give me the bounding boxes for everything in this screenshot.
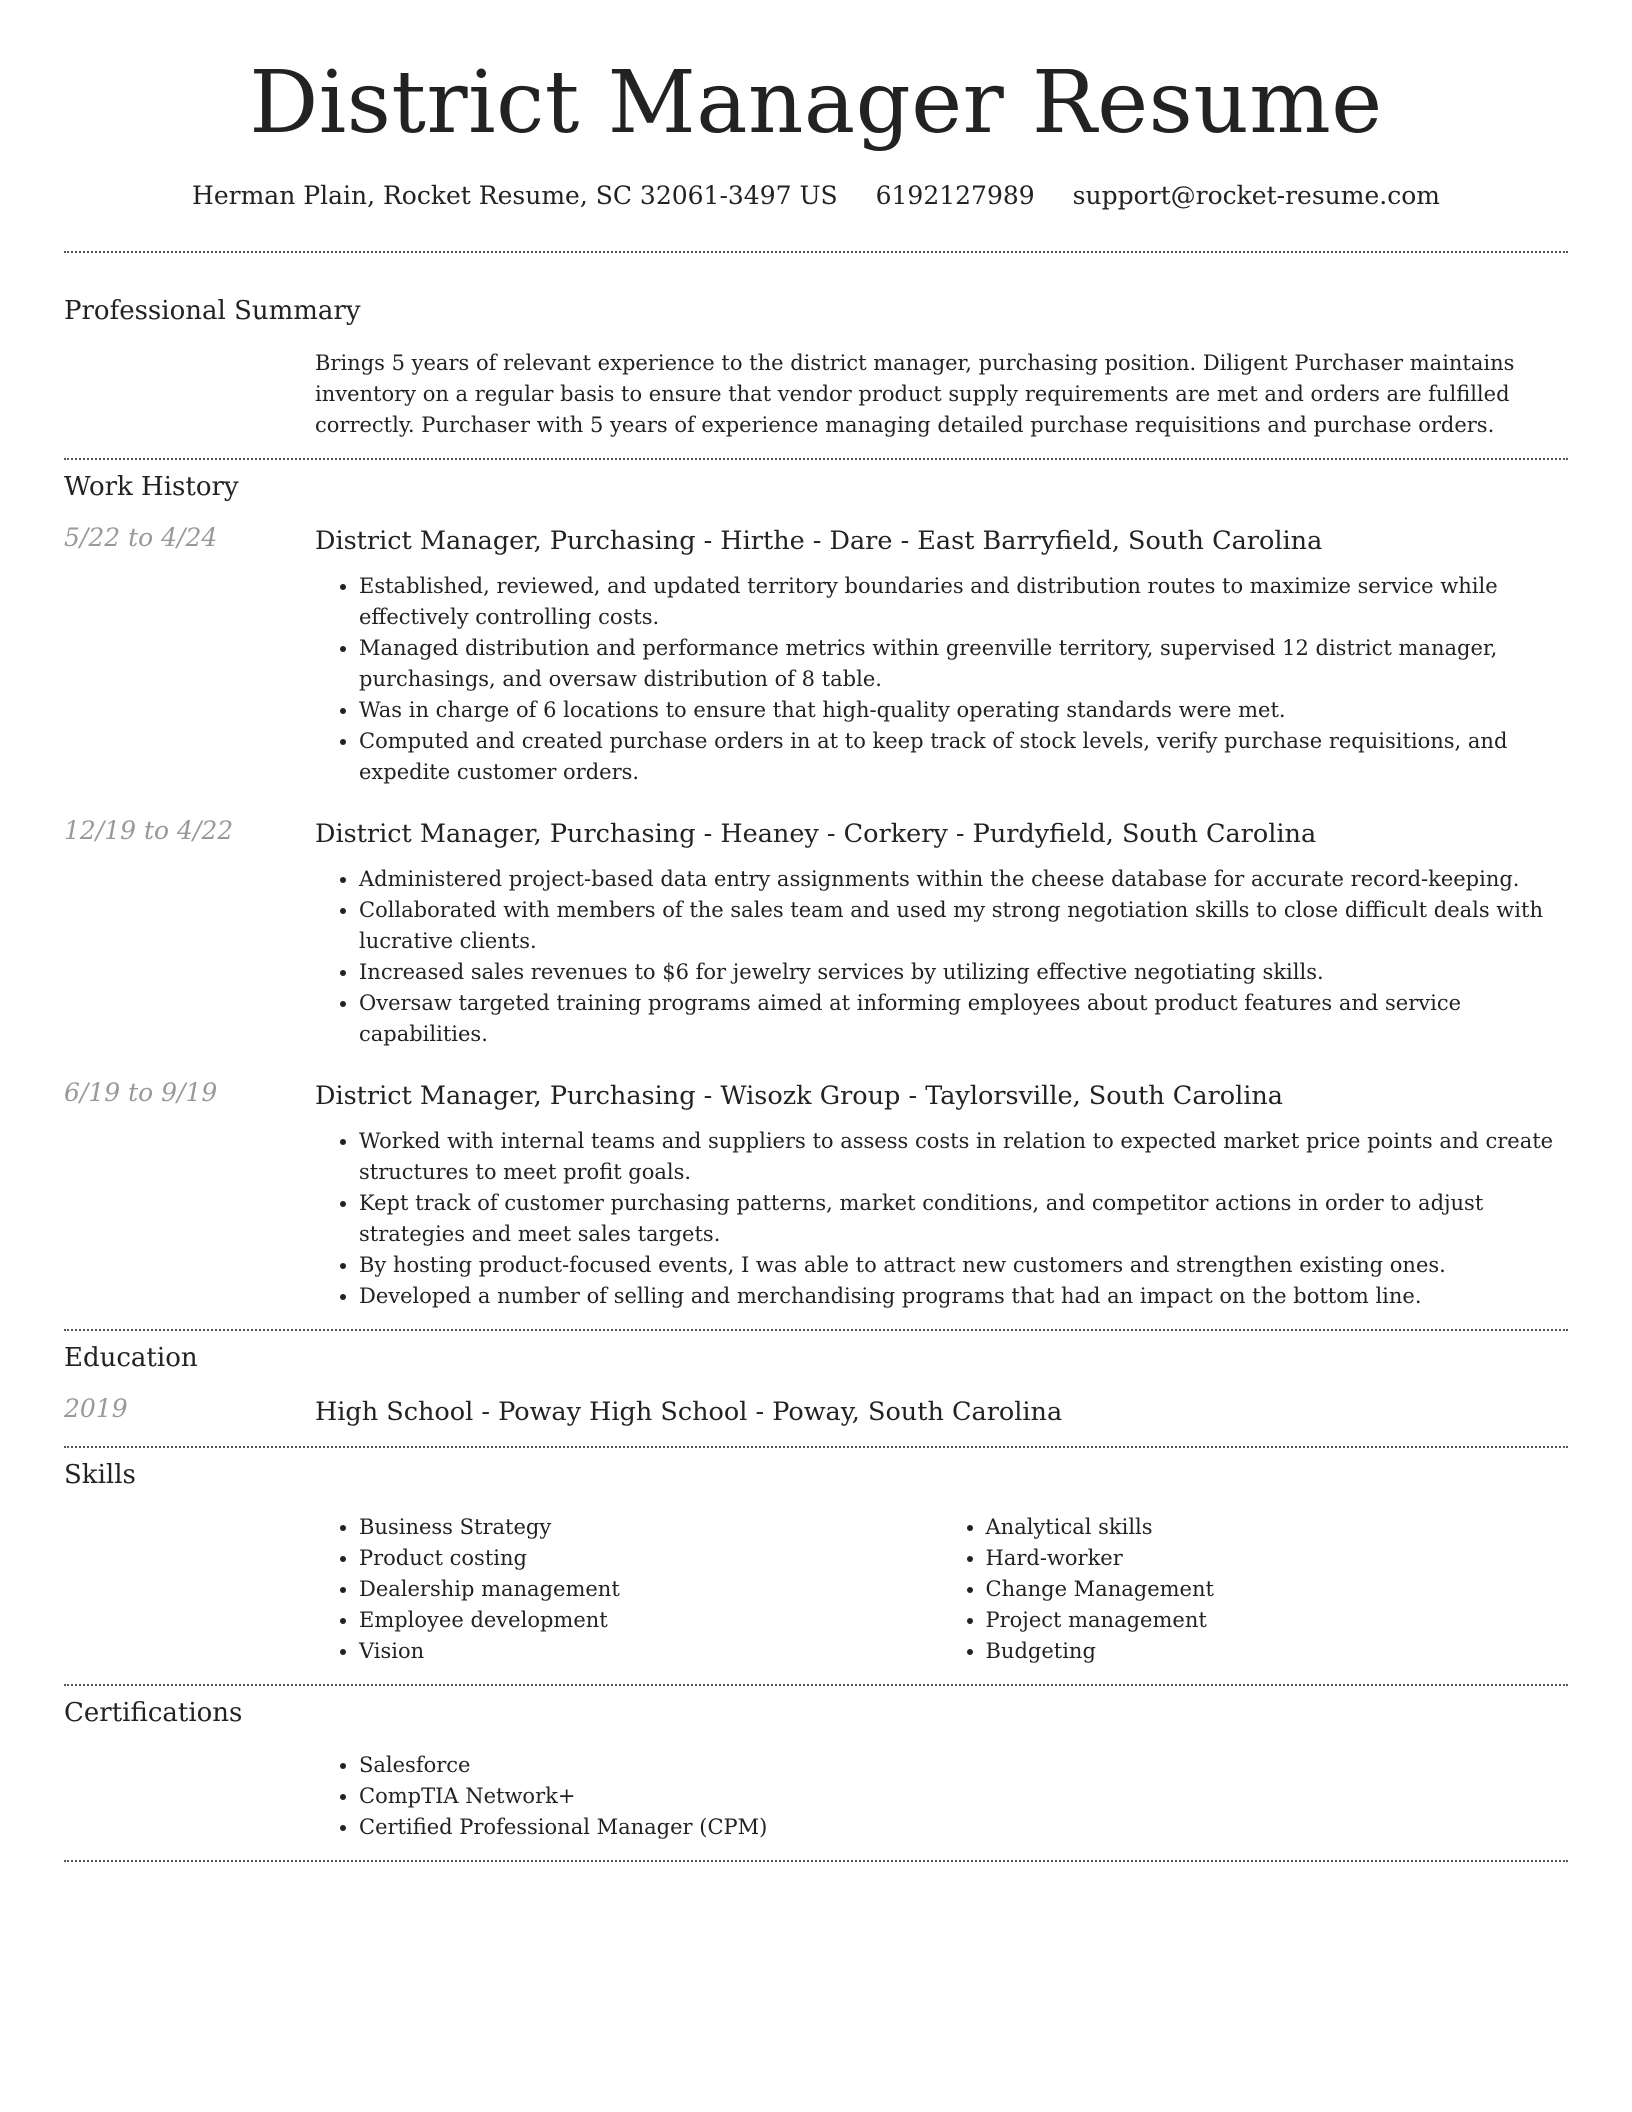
skill-item: • Employee development (359, 1605, 942, 1636)
divider (64, 1329, 1568, 1331)
certification-item: • CompTIA Network+ (359, 1781, 1568, 1812)
skill-item: • Change Management (986, 1574, 1569, 1605)
section-title-certifications: Certifications (64, 1698, 243, 1729)
job-dates: 12/19 to 4/22 (64, 816, 234, 846)
certification-item: • Certified Professional Manager (CPM) (359, 1812, 1568, 1843)
skills-column-left (315, 1512, 942, 1667)
job-bullet: • Increased sales revenues to $6 for jewelry services by utilizing effective negotiating skills. (359, 957, 1568, 988)
job-bullet: • Worked with internal teams and suppliers to assess costs in relation to expected market price points and create structures to meet profit goals. (359, 1126, 1568, 1188)
job-bullet: • Administered project-based data entry assignments within the cheese database for accurate record-keeping. (359, 864, 1568, 895)
skill-item: • Hard-worker (986, 1543, 1569, 1574)
job-title: District Manager, Purchasing - Heaney - Corkery - Purdyfield, South Carolina (315, 819, 1317, 850)
skill-item: • Analytical skills (986, 1512, 1569, 1543)
contact-address: Herman Plain, Rocket Resume, SC 32061-3497 US (192, 181, 838, 211)
job-bullet: • Established, reviewed, and updated territory boundaries and distribution routes to maximize service while effectively controlling costs. (359, 571, 1568, 633)
job-bullet: • Developed a number of selling and merchandising programs that had an impact on the bottom line. (359, 1281, 1568, 1312)
resume-page (64, 0, 1568, 1862)
skills-list (315, 1512, 1568, 1667)
skill-item: • Business Strategy (359, 1512, 942, 1543)
skill-item: • Dealership management (359, 1574, 942, 1605)
skill-item: • Budgeting (986, 1636, 1569, 1667)
divider (64, 1446, 1568, 1448)
contact-line (64, 181, 1568, 210)
section-title-education: Education (64, 1343, 198, 1374)
job-bullet: • By hosting product-focused events, I was able to attract new customers and strengthen existing ones. (359, 1250, 1568, 1281)
job-entry (64, 816, 1568, 1050)
divider (64, 1684, 1568, 1686)
job-dates: 6/19 to 9/19 (64, 1078, 218, 1108)
divider (64, 251, 1568, 253)
job-bullet: • Computed and created purchase orders in at to keep track of stock levels, verify purchase requisitions, and expedite customer orders. (359, 726, 1568, 788)
job-bullets (315, 864, 1568, 1050)
job-bullet: • Managed distribution and performance metrics within greenville territory, supervised 12 district manager, purchasings, and oversaw distribution of 8 table. (359, 633, 1568, 695)
education-year: 2019 (64, 1394, 128, 1424)
education-entry (64, 1394, 1568, 1430)
job-entry (64, 1078, 1568, 1312)
job-entry (64, 523, 1568, 788)
education-title: High School - Poway High School - Poway, South Carolina (315, 1397, 1063, 1428)
section-title-skills: Skills (64, 1460, 136, 1491)
skill-item: • Vision (359, 1636, 942, 1667)
job-bullet: • Oversaw targeted training programs aimed at informing employees about product features and service capabilities. (359, 988, 1568, 1050)
job-bullets (315, 571, 1568, 788)
job-dates: 5/22 to 4/24 (64, 523, 218, 553)
job-bullet: • Was in charge of 6 locations to ensure that high-quality operating standards were met. (359, 695, 1568, 726)
section-title-summary: Professional Summary (64, 296, 361, 327)
skill-item: • Product costing (359, 1543, 942, 1574)
resume-title: District Manager Resume (249, 53, 1383, 153)
job-title: District Manager, Purchasing - Hirthe - Dare - East Barryfield, South Carolina (315, 526, 1323, 557)
job-bullet: • Collaborated with members of the sales team and used my strong negotiation skills to close difficult deals with lucrative clients. (359, 895, 1568, 957)
job-title: District Manager, Purchasing - Wisozk Group - Taylorsville, South Carolina (315, 1081, 1284, 1112)
job-bullet: • Kept track of customer purchasing patterns, market conditions, and competitor actions in order to adjust strategies and meet sales targets. (359, 1188, 1568, 1250)
skills-column-right (942, 1512, 1569, 1667)
contact-phone: 6192127989 (875, 181, 1035, 211)
summary-text: Brings 5 years of relevant experience to the district manager, purchasing position. Diligent Purchaser maintains inventory on a regular basis to ensure that vendor product supply requirements are met and orders are fulfilled correctly. Purchaser with 5 years of experience managing detailed purchase requisitions and purchase orders. (315, 351, 1515, 438)
contact-email: support@rocket-resume.com (1072, 181, 1440, 211)
skill-item: • Project management (986, 1605, 1569, 1636)
divider (64, 458, 1568, 460)
job-bullets (315, 1126, 1568, 1312)
divider (64, 1860, 1568, 1862)
section-title-work-history: Work History (64, 472, 239, 503)
certification-item: • Salesforce (359, 1750, 1568, 1781)
certifications-list (315, 1750, 1568, 1843)
